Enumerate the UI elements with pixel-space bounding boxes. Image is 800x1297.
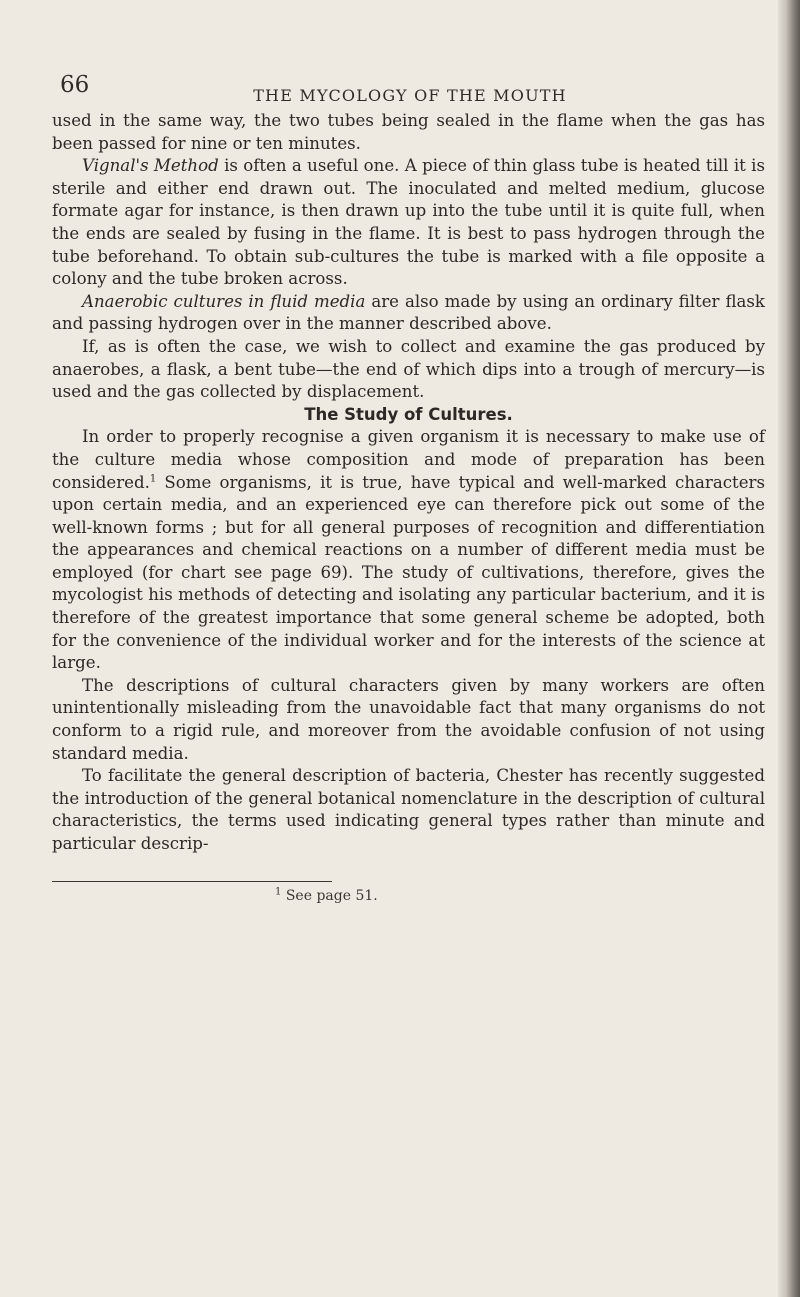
paragraph-vignal-method — [52, 155, 765, 291]
paragraph-text: If, as is often the case, we wish to collect and examine the gas produced by anaerobes, a flask, a bent tube—the end of which dips into a trough of mercury—is used and the gas collected by displacement. — [52, 336, 765, 402]
footnote-rule — [52, 881, 332, 882]
paragraph-text: The descriptions of cultural characters given by many workers are often unintentionally misleading from the unavoidable fact that many organisms do not conform to a rigid rule, and moreover from the avoidable confusion of not using standard media. — [52, 675, 765, 763]
footnote-text: See page 51. — [285, 888, 378, 904]
paragraph-text: used in the same way, the two tubes being sealed in the flame when the gas has been passed for nine or ten minutes. — [52, 111, 765, 153]
paragraph-text: In order to properly recognise a given organism it is necessary to make use of the culture media whose composition and mode of preparation has been considered. — [52, 427, 765, 492]
page-number: 66 — [60, 72, 90, 98]
body-text — [52, 110, 765, 856]
paragraph-1 — [52, 110, 765, 155]
paragraph-recognition — [52, 426, 765, 675]
paragraph-gas-collection — [52, 336, 765, 404]
page-edge-shadow — [778, 0, 800, 1297]
footnote-marker: 1 — [275, 886, 282, 898]
section-heading: The Study of Cultures. — [304, 404, 513, 424]
paragraph-descriptions — [52, 675, 765, 765]
paragraph-text: Some organisms, it is true, have typical and well-marked characters upon certain media, and an experienced eye can therefore pick out some of the well-known forms ; but for all general purposes of recognition and differentiation the appearances and chemical reactions on a number of different media must be employed (for chart see page 69). The study of cultivations, therefore, gives the mycologist his methods of detecting and isolating any particular bacterium, and it is therefore of the greatest importance that some general scheme be adopted, both for the convenience of the individual worker and for the interests of the science at large. — [52, 472, 765, 673]
page-header — [60, 72, 760, 112]
italic-lead: Vignal's Method — [82, 156, 219, 176]
italic-lead: Anaerobic cultures in fluid media — [82, 291, 366, 311]
footnote — [275, 888, 378, 904]
paragraph-text: is often a useful one. A piece of thin glass tube is heated till it is sterile and either end drawn out. The inoculated and melted medium, glucose formate agar for instance, is then drawn up into the tube until it is quite full, when the ends are sealed by fusing in the flame. It is best to pass hydrogen through the tube beforehand. To obtain sub-cultures the tube is marked with a file opposite a colony and the tube broken across. — [52, 156, 765, 289]
paragraph-text: are also made by using an ordinary filter flask and passing hydrogen over in the manner described above. — [52, 291, 765, 334]
paragraph-text: To facilitate the general description of bacteria, Chester has recently suggested the introduction of the general botanical nomenclature in the description of cultural characteristics, the terms used indicating general types rather than minute and particular descrip- — [52, 766, 765, 853]
running-title: THE MYCOLOGY OF THE MOUTH — [253, 86, 567, 105]
paragraph-anaerobic-fluid — [52, 291, 765, 336]
footnote-reference[interactable]: 1 — [149, 472, 157, 484]
paragraph-chester — [52, 765, 765, 855]
